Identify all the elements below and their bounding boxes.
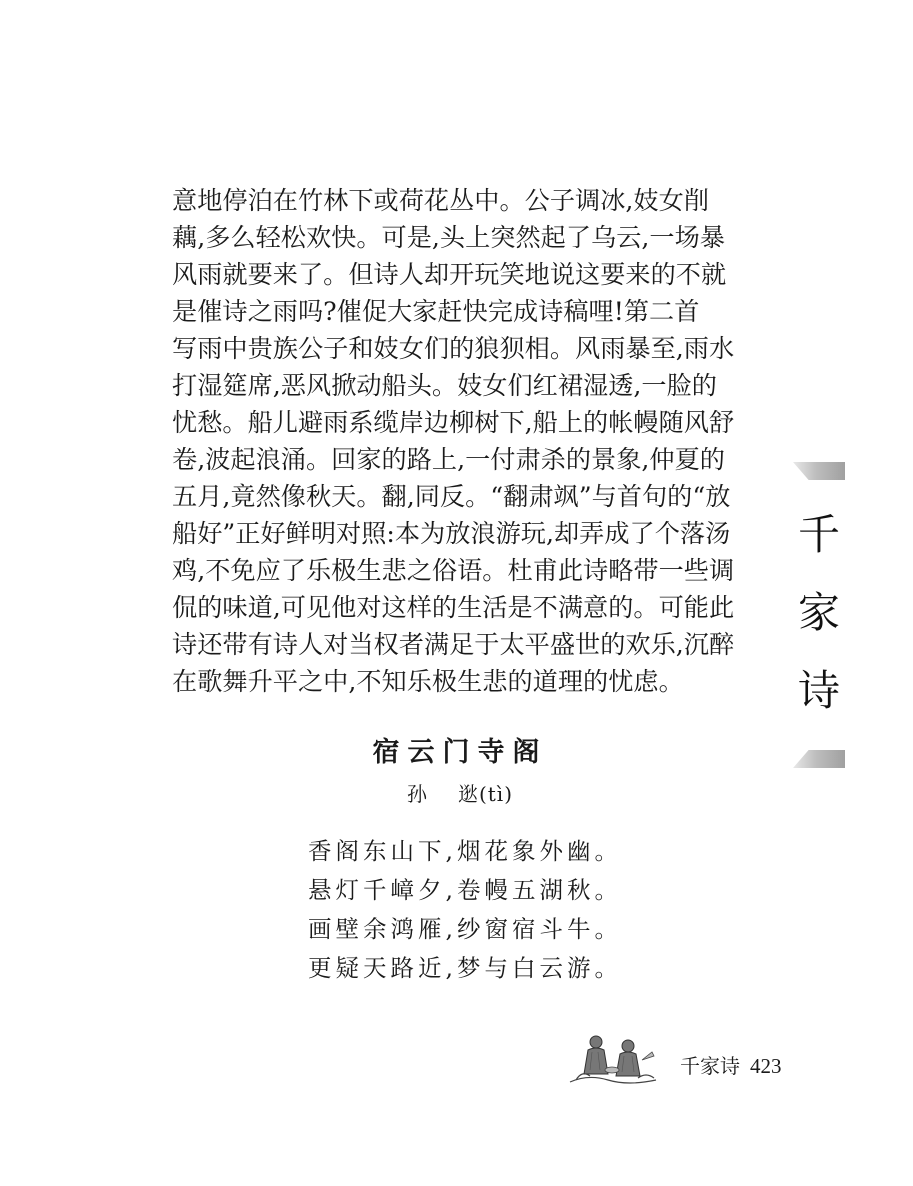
page-footer — [680, 1050, 782, 1079]
page-number: 423 — [750, 1054, 782, 1078]
commentary-text — [172, 182, 752, 700]
author-surname: 孙 — [406, 782, 428, 806]
poem-title: 宿云门寺阁 — [372, 737, 548, 768]
tab-char: 家 — [797, 588, 840, 637]
text-line: 五月,竟然像秋天。翻,同反。“翻肃飒”与首句的“放 — [172, 482, 731, 511]
tab-bottom-bar — [793, 750, 845, 768]
poem-line: 悬灯千嶂夕,卷幔五湖秋。 — [308, 876, 622, 904]
tab-char: 千 — [797, 510, 840, 559]
tab-top-bar — [793, 462, 845, 480]
tab-char: 诗 — [797, 666, 840, 715]
text-line: 卷,波起浪涌。回家的路上,一付肃杀的景象,仲夏的 — [172, 445, 725, 474]
tab-title — [793, 496, 845, 730]
book-side-tab — [793, 462, 845, 768]
text-line: 在歌舞升平之中,不知乐极生悲的道理的忧虑。 — [172, 667, 684, 696]
text-line: 打湿筵席,恶风掀动船头。妓女们红裙湿透,一脸的 — [172, 371, 717, 400]
poem-author — [300, 778, 620, 807]
text-line: 诗还带有诗人对当权者满足于太平盛世的欢乐,沉醉 — [172, 630, 735, 659]
poem-line: 香阁东山下,烟花象外幽。 — [308, 837, 622, 865]
author-given-name: 逖 — [457, 782, 479, 806]
text-line: 鸡,不免应了乐极生悲之俗语。杜甫此诗略带一些调 — [172, 556, 735, 585]
text-line: 是催诗之雨吗?催促大家赶快完成诗稿哩!第二首 — [172, 297, 700, 326]
text-line: 侃的味道,可见他对这样的生活是不满意的。可能此 — [172, 593, 735, 622]
poem-line: 更疑天路近,梦与白云游。 — [308, 954, 622, 982]
author-pinyin: (tì) — [478, 782, 514, 806]
poem-line: 画壁余鸿雁,纱窗宿斗牛。 — [308, 915, 622, 943]
poem-body — [308, 832, 668, 988]
text-line: 忧愁。船儿避雨系缆岸边柳树下,船上的帐幔随风舒 — [172, 408, 735, 437]
text-line: 写雨中贵族公子和妓女们的狼狈相。风雨暴至,雨水 — [172, 334, 735, 363]
text-line: 藕,多么轻松欢快。可是,头上突然起了乌云,一场暴 — [172, 223, 725, 252]
text-line: 船好”正好鲜明对照:本为放浪游玩,却弄成了个落汤 — [172, 519, 731, 548]
text-line: 风雨就要来了。但诗人却开玩笑地说这要来的不就 — [172, 260, 727, 289]
footer-book-title: 千家诗 — [680, 1054, 740, 1078]
text-line: 意地停泊在竹林下或荷花丛中。公子调冰,妓女削 — [172, 186, 709, 215]
two-figures-ink-icon — [568, 1030, 658, 1088]
